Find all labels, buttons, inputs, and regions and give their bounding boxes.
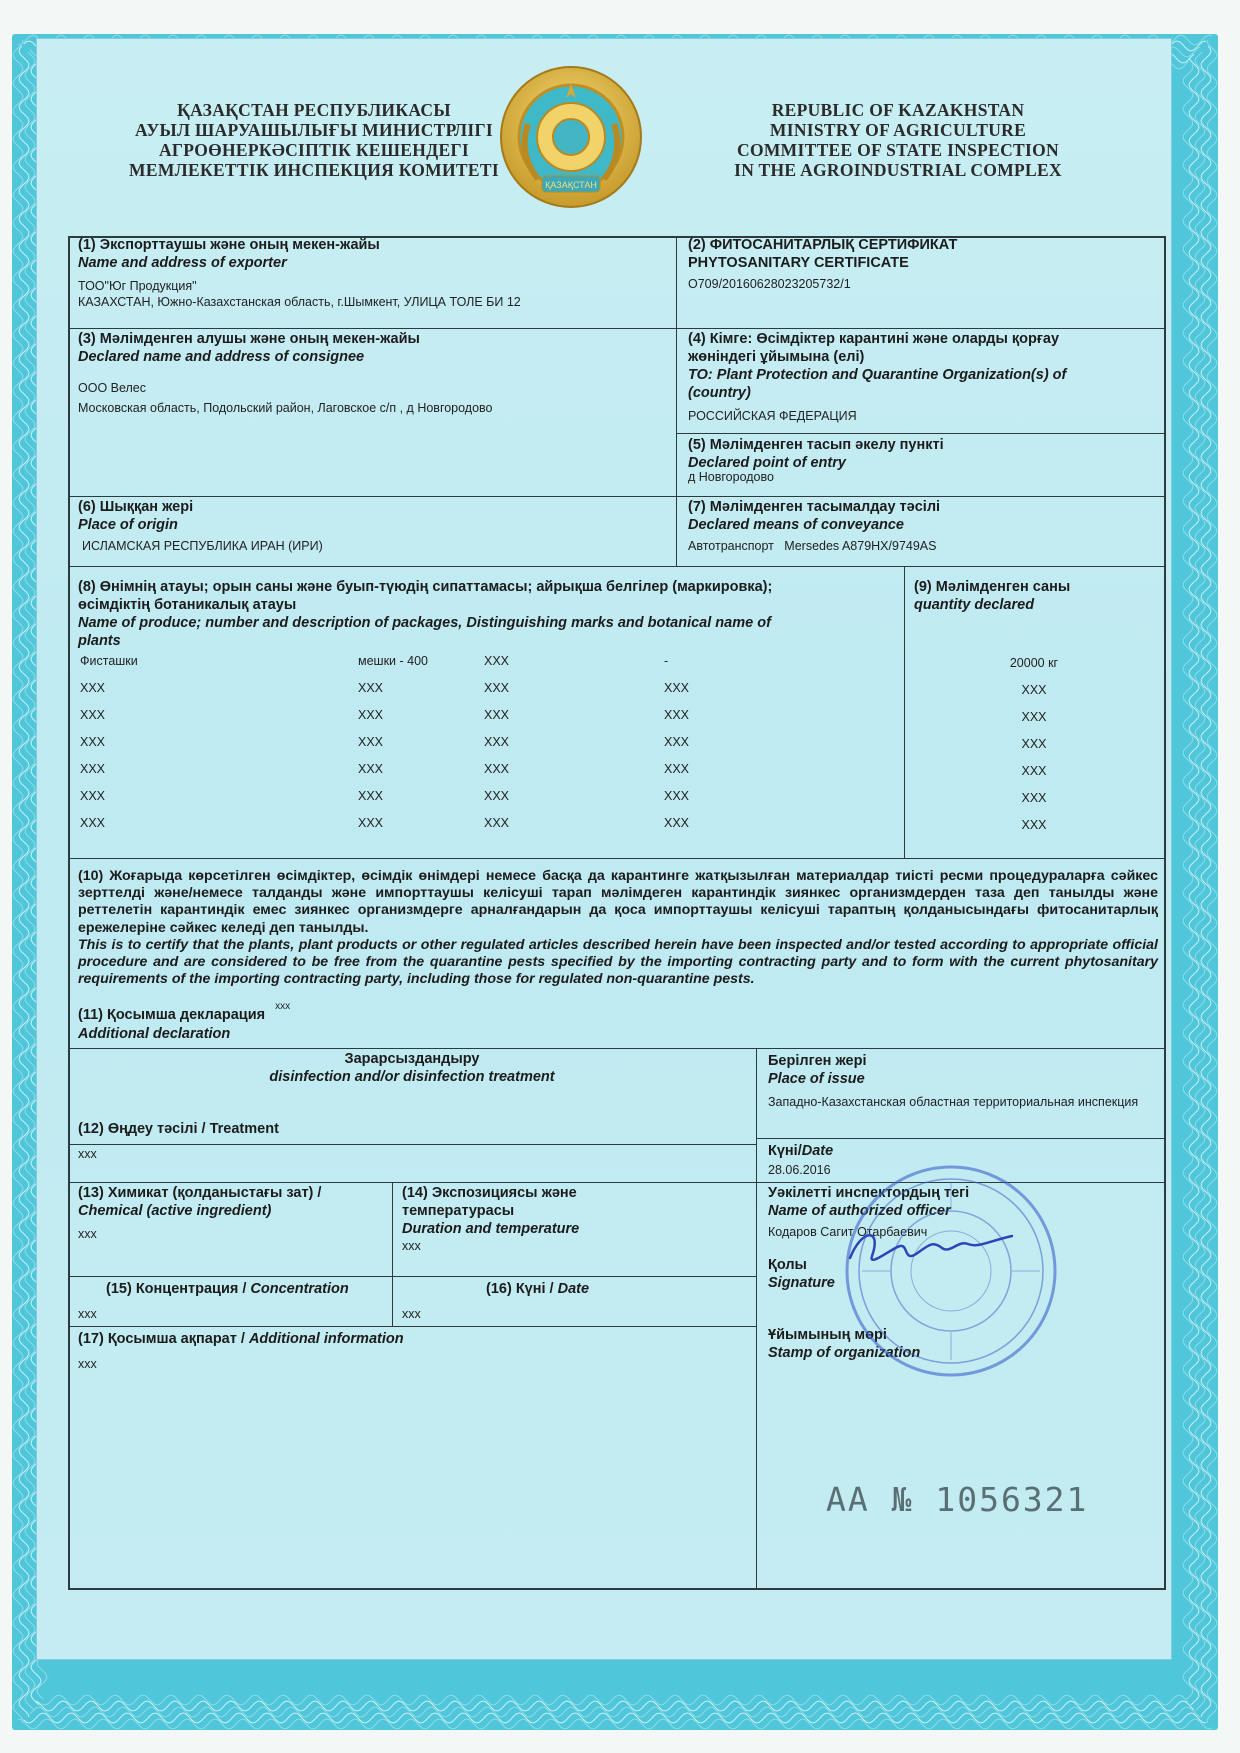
consignee-address: Московская область, Подольский район, Лаговское с/п , д Новгородово — [78, 401, 493, 415]
date-treatment-value: xxx — [402, 1307, 421, 1321]
produce-cell: XXX — [484, 789, 510, 803]
officer-label-kz: Уәкілетті инспектордың тегі — [768, 1185, 970, 1201]
entry-point-label-kz: (5) Мәлімденген тасып әкелу пункті — [688, 437, 944, 453]
treatment-title-en: disinfection and/or disinfection treatment — [269, 1069, 555, 1085]
exporter-name: ТОО"Юг Продукция" — [78, 279, 197, 293]
origin-value: ИСЛАМСКАЯ РЕСПУБЛИКА ИРАН (ИРИ) — [82, 539, 323, 553]
divider — [676, 433, 1166, 434]
produce-cell: - — [664, 654, 669, 668]
produce-cell: XXX — [484, 735, 510, 749]
divider — [68, 328, 1166, 329]
concentration-box — [78, 1280, 388, 1322]
produce-cell: XXX — [358, 708, 384, 722]
additional-declaration-label-kz: (11) Қосымша декларация — [78, 1007, 266, 1023]
produce-cell: XXX — [664, 816, 690, 830]
header-en — [668, 100, 1128, 180]
header-en-line: IN THE AGROINDUSTRIAL COMPLEX — [734, 160, 1062, 180]
signature-label-en: Signature — [768, 1275, 835, 1291]
treatment-label: (12) Өңдеу тәсілі / Treatment — [78, 1121, 279, 1137]
quantity-cell: XXX — [1021, 710, 1047, 724]
produce-label-en: Name of produce; number and description of packages, Distinguishing marks and botanical name of — [78, 615, 771, 631]
treatment-title-kz: Зарарсыздандыру — [344, 1051, 480, 1067]
certification-text-en: This is to certify that the plants, plant products or other regulated articles described herein have been inspected and/or tested according to appropriate official procedure and are considered to be free from the quarantine pests specified by the importing contracting party and to form with the current phytosanitary requirements of the importing contracting party, including those for regulated non-quarantine pests. — [78, 936, 1158, 988]
produce-cell: XXX — [80, 708, 106, 722]
stamp-label-en: Stamp of organization — [768, 1345, 921, 1361]
produce-cell: XXX — [484, 762, 510, 776]
certificate-number: O709/20160628023205732/1 — [688, 277, 851, 291]
consignee-box — [78, 330, 668, 416]
frame-right — [1164, 236, 1166, 1590]
divider — [68, 566, 1166, 567]
divider — [676, 236, 677, 566]
signature-label-kz: Қолы — [768, 1257, 807, 1273]
header-kz-line: АГРОӨНЕРКӘСІПТІК КЕШЕНДЕГІ — [158, 140, 470, 160]
entry-point-label-en: Declared point of entry — [688, 455, 846, 471]
place-of-issue-label-en: Place of issue — [768, 1071, 865, 1087]
produce-cell: XXX — [484, 654, 510, 668]
chemical-box — [78, 1184, 388, 1242]
produce-cell: XXX — [484, 681, 510, 695]
issue-date-label-en: Date — [801, 1143, 834, 1159]
state-emblem-icon — [498, 64, 644, 210]
produce-cell: Фисташки — [80, 654, 138, 668]
divider — [68, 1048, 1166, 1049]
quantity-cell: XXX — [1021, 791, 1047, 805]
destination-country: РОССИЙСКАЯ ФЕДЕРАЦИЯ — [688, 409, 857, 423]
quantity-label-kz: (9) Мәлімденген саны — [914, 579, 1071, 595]
produce-cell: мешки - 400 — [358, 654, 428, 668]
certificate-label-en: PHYTOSANITARY CERTIFICATE — [688, 255, 909, 271]
conveyance-label-en: Declared means of conveyance — [688, 517, 904, 533]
place-of-issue-box — [768, 1052, 1158, 1110]
produce-cell: XXX — [664, 789, 690, 803]
divider — [68, 858, 1166, 859]
certificate-box — [688, 236, 1158, 292]
quantity-label-en: quantity declared — [914, 597, 1035, 613]
certificate-form — [68, 236, 1166, 1590]
divider — [756, 1138, 1166, 1139]
quantity-box — [914, 578, 1154, 614]
header-kz-line: МЕМЛЕКЕТТІК ИНСПЕКЦИЯ КОМИТЕТІ — [129, 160, 499, 180]
quantity-cell: XXX — [1021, 737, 1047, 751]
entry-point-box — [688, 436, 1158, 485]
serial-number: AA № 1056321 — [826, 1480, 1089, 1519]
conveyance-value: Автотранспорт Mersedes A879HX/9749AS — [688, 539, 937, 553]
header-kz — [84, 100, 544, 180]
divider — [68, 1276, 756, 1277]
additional-info-label-en: Additional information — [248, 1331, 404, 1347]
quantity-cell: XXX — [1021, 818, 1047, 832]
destination-label-kz: (4) Кімге: Өсімдіктер карантині және оларды қорғау — [688, 331, 1060, 347]
place-of-issue-label-kz: Берілген жері — [768, 1053, 867, 1069]
certificate-label-kz: (2) ФИТОСАНИТАРЛЫҚ СЕРТИФИКАТ — [688, 237, 958, 253]
header-kz-line: ҚАЗАҚСТАН РЕСПУБЛИКАСЫ — [177, 100, 451, 120]
produce-cell: XXX — [664, 762, 690, 776]
exporter-box — [78, 236, 668, 310]
date-treatment-box — [402, 1280, 742, 1322]
additional-declaration-box — [78, 1001, 578, 1043]
treatment-box — [78, 1120, 738, 1162]
header-en-line: REPUBLIC OF KAZAKHSTAN — [771, 100, 1025, 120]
treatment-value: xxx — [78, 1147, 97, 1161]
produce-cell: XXX — [358, 816, 384, 830]
additional-info-label-kz: (17) Қосымша ақпарат / — [78, 1331, 249, 1347]
certification-text-kz: (10) Жоғарыда көрсетілген өсімдіктер, өсімдік өнімдері немесе басқа да карантинге жатқызылған материалдар тиісті ресми процедураларға сәйкес зерттелді және/немесе талданды және импорттаушы келісуші тарап мәлімдеген карантиндік зиянкес организмдерден таза деп танылды және реттелетін карантиндік емес зиянкес организмдерге арналғандарын да қоса импорттаушы келісуші тараптың қолданысындағы фитосанитарлық ережелеріне сәйкес келеді деп танылды. — [78, 868, 1158, 936]
officer-name: Кодаров Сагит Отарбаевич — [768, 1225, 928, 1239]
treatment-header — [68, 1050, 756, 1086]
destination-label-en: TO: Plant Protection and Quarantine Organization(s) of — [688, 367, 1067, 383]
quantity-cell: 20000 кг — [1009, 656, 1059, 670]
produce-cell: XXX — [664, 735, 690, 749]
destination-label-en: (country) — [688, 385, 751, 401]
produce-cell: XXX — [664, 708, 690, 722]
quantity-cell: XXX — [1021, 764, 1047, 778]
exporter-address: КАЗАХСТАН, Южно-Казахстанская область, г.Шымкент, УЛИЦА ТОЛЕ БИ 12 — [78, 295, 521, 309]
date-treatment-label-kz: (16) Күні / — [486, 1281, 558, 1297]
divider — [392, 1182, 393, 1326]
produce-cell: XXX — [80, 681, 106, 695]
destination-label-kz: жөніндегі ұйымына (елі) — [688, 349, 865, 365]
produce-label-en: plants — [78, 633, 121, 649]
duration-box — [402, 1184, 742, 1254]
concentration-value: xxx — [78, 1307, 97, 1321]
divider — [68, 496, 1166, 497]
chemical-value: xxx — [78, 1227, 97, 1241]
divider — [68, 1326, 756, 1327]
header-kz-line: АУЫЛ ШАРУАШЫЛЫҒЫ МИНИСТРЛІГІ — [134, 120, 494, 140]
produce-label-kz: (8) Өнімнің атауы; орын саны және буып-түюдің сипаттамасы; айрықша белгілер (маркировка); — [78, 579, 773, 595]
consignee-name: ООО Велес — [78, 381, 147, 395]
produce-box — [78, 578, 898, 650]
origin-label-en: Place of origin — [78, 517, 178, 533]
place-of-issue-value: Западно-Казахстанская областная территориальная инспекция — [768, 1095, 1139, 1109]
produce-cell: XXX — [664, 681, 690, 695]
quantity-cell: XXX — [1021, 683, 1047, 697]
frame-bottom — [68, 1588, 1166, 1590]
entry-point-value: д Новгородово — [688, 470, 774, 484]
frame-left — [68, 236, 70, 1590]
header-en-line: COMMITTEE OF STATE INSPECTION — [737, 140, 1059, 160]
chemical-label-en: Chemical (active ingredient) — [78, 1203, 272, 1219]
officer-label-en: Name of authorized officer — [768, 1203, 951, 1219]
consignee-label-en: Declared name and address of consignee — [78, 349, 365, 365]
conveyance-box — [688, 498, 1158, 554]
signature-mark-icon — [842, 1218, 1022, 1278]
additional-info-value: xxx — [78, 1357, 97, 1371]
produce-cell: XXX — [80, 816, 106, 830]
produce-cell: XXX — [484, 708, 510, 722]
duration-label-kz: температурасы — [402, 1203, 515, 1219]
concentration-label-kz: (15) Концентрация / — [106, 1281, 251, 1297]
divider — [68, 1182, 756, 1183]
divider — [756, 1048, 757, 1588]
chemical-label-kz: (13) Химикат (қолданыстағы зат) / — [78, 1185, 322, 1201]
produce-cell: XXX — [80, 735, 106, 749]
produce-cell: XXX — [358, 789, 384, 803]
stamp-label-kz: Ұйымының мөрі — [768, 1327, 887, 1343]
destination-box — [688, 330, 1158, 424]
produce-cell: XXX — [80, 789, 106, 803]
produce-cell: XXX — [358, 681, 384, 695]
duration-label-kz: (14) Экспозициясы және — [402, 1185, 577, 1201]
additional-declaration-value: xxx — [275, 1001, 291, 1012]
consignee-label-kz: (3) Мәлімденген алушы және оның мекен-жайы — [78, 331, 420, 347]
additional-info-box — [78, 1330, 738, 1372]
origin-label-kz: (6) Шыққан жері — [78, 499, 194, 515]
produce-cell: XXX — [484, 816, 510, 830]
conveyance-label-kz: (7) Мәлімденген тасымалдау тәсілі — [688, 499, 941, 515]
produce-cell: XXX — [80, 762, 106, 776]
date-treatment-label-en: Date — [557, 1281, 590, 1297]
exporter-label-en: Name and address of exporter — [78, 255, 287, 271]
concentration-label-en: Concentration — [250, 1281, 349, 1297]
duration-value: xxx — [402, 1239, 421, 1253]
exporter-label-kz: (1) Экспорттаушы және оның мекен-жайы — [78, 237, 380, 253]
certification-statement — [78, 868, 1158, 988]
additional-declaration-label-en: Additional declaration — [78, 1026, 231, 1042]
duration-label-en: Duration and temperature — [402, 1221, 580, 1237]
header-en-line: MINISTRY OF AGRICULTURE — [769, 120, 1027, 140]
produce-label-kz: өсімдіктің ботаникалық атауы — [78, 597, 297, 613]
issue-date-label-kz: Күні/ — [768, 1143, 802, 1159]
emblem-text: ҚАЗАҚСТАН — [545, 180, 597, 190]
produce-cell: XXX — [358, 762, 384, 776]
produce-cell: XXX — [358, 735, 384, 749]
issue-date-value: 28.06.2016 — [768, 1163, 831, 1177]
origin-box — [78, 498, 668, 554]
